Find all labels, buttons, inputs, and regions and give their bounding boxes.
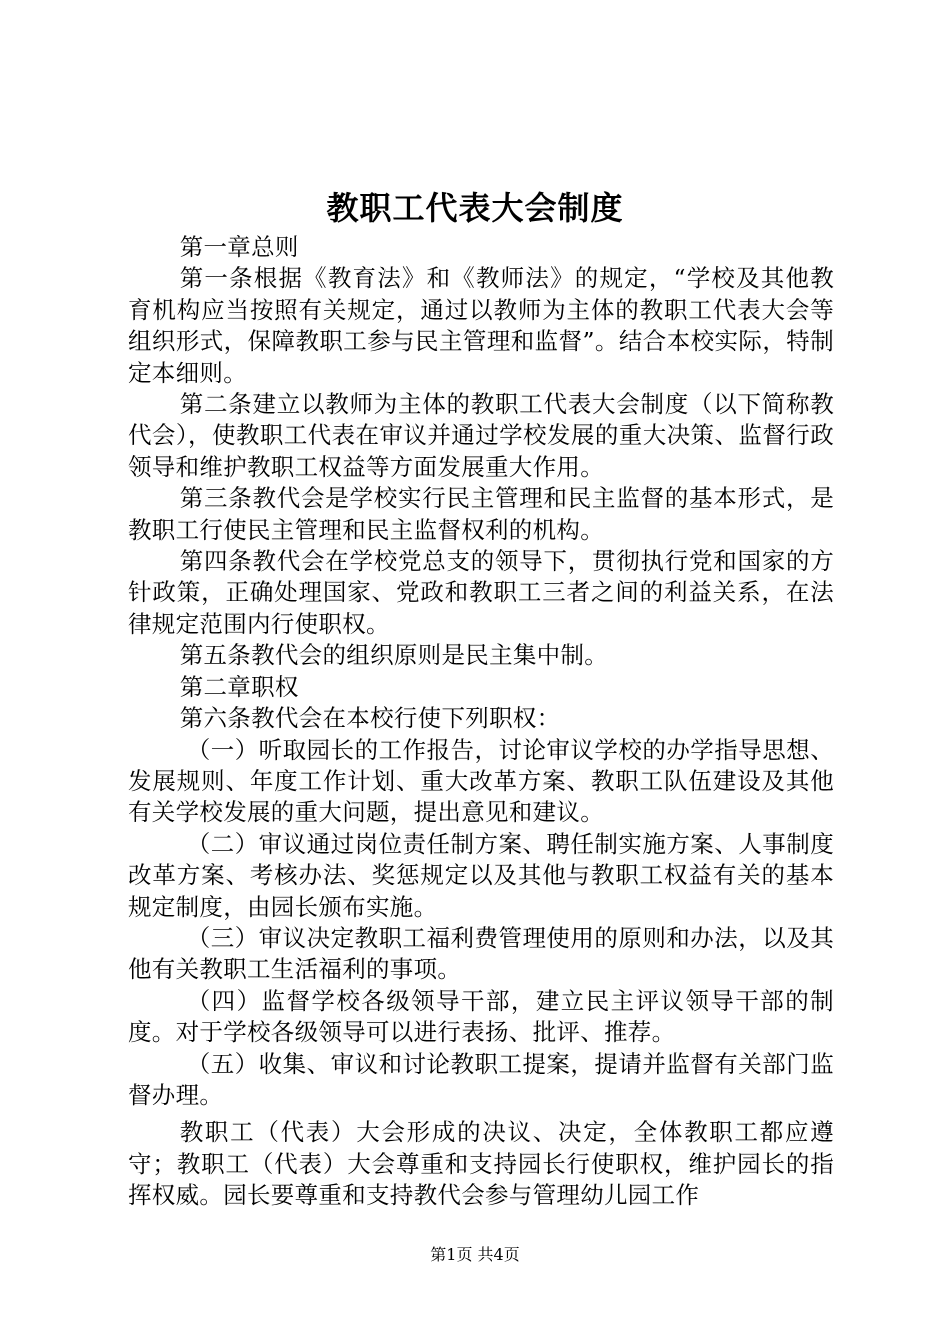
article-paragraph: 第一条根据《教育法》和《教师法》的规定，“学校及其他教育机构应当按照有关规定，通过以教师为主体的教职工代表大会等组织形式，保障教职工参与民主管理和监督”。结合本校实际，特制定本细则。 [128, 264, 834, 387]
article-paragraph: 第三条教代会是学校实行民主管理和民主监督的基本形式，是教职工行使民主管理和民主监督权利的机构。 [128, 484, 834, 544]
list-item: （四）监督学校各级领导干部，建立民主评议领导干部的制度。对于学校各级领导可以进行表扬、批评、推荐。 [128, 986, 834, 1047]
list-item: （二）审议通过岗位责任制方案、聘任制实施方案、人事制度改革方案、考核办法、奖惩规定以及其他与教职工权益有关的基本规定制度，由园长颁布实施。 [128, 829, 834, 921]
article-paragraph: 第四条教代会在学校党总支的领导下，贯彻执行党和国家的方针政策，正确处理国家、党政和教职工三者之间的利益关系，在法律规定范围内行使职权。 [128, 547, 834, 638]
chapter-heading: 第一章总则 [179, 233, 299, 261]
list-item: （五）收集、审议和讨论教职工提案，提请并监督有关部门监督办理。 [128, 1049, 834, 1109]
article-paragraph: 第二条建立以教师为主体的教职工代表大会制度（以下简称教代会），使教职工代表在审议并通过学校发展的重大决策、监督行政领导和维护教职工权益等方面发展重大作用。 [128, 390, 834, 481]
article-paragraph: 第五条教代会的组织原则是民主集中制。 [179, 641, 609, 670]
chapter-heading: 第二章职权 [179, 672, 299, 701]
article-paragraph: 第六条教代会在本校行使下列职权： [179, 704, 561, 733]
document-body [128, 232, 834, 1212]
page-number: 第1页 共4页 [430, 1245, 520, 1264]
document-title: 教职工代表大会制度 [326, 189, 624, 227]
article-paragraph: 教职工（代表）大会形成的决议、决定，全体教职工都应遵守；教职工（代表）大会尊重和支持园长行使职权，维护园长的指挥权威。园长要尊重和支持教代会参与管理幼儿园工作 [128, 1118, 834, 1210]
list-item: （一）听取园长的工作报告，讨论审议学校的办学指导思想、发展规则、年度工作计划、重大改革方案、教职工队伍建设及其他有关学校发展的重大问题，提出意见和建议。 [128, 735, 834, 827]
list-item: （三）审议决定教职工福利费管理使用的原则和办法，以及其他有关教职工生活福利的事项。 [128, 923, 834, 984]
